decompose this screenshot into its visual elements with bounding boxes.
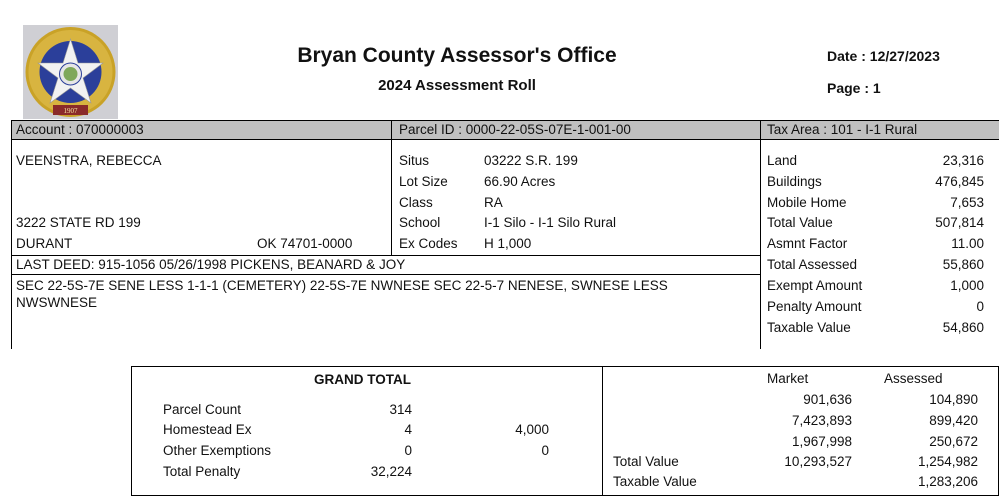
field-label: Situs <box>399 153 430 168</box>
field-value: I-1 Silo - I-1 Silo Rural <box>484 215 617 230</box>
report-subtitle: 2024 Assessment Roll <box>378 77 536 94</box>
owner-city: DURANT <box>16 236 73 251</box>
field-label: School <box>399 215 441 230</box>
value-label: Mobile Home <box>767 195 847 210</box>
total-count: 32,224 <box>370 464 412 479</box>
value-label: Total Assessed <box>767 257 858 272</box>
assessed-value: 1,254,982 <box>917 454 978 469</box>
total-count: 4 <box>404 422 412 437</box>
page-number: Page : 1 <box>827 80 881 96</box>
value-amount: 1,000 <box>950 278 984 293</box>
value-label: Penalty Amount <box>767 299 862 314</box>
market-value: 1,967,998 <box>791 434 852 449</box>
value-label: Exempt Amount <box>767 278 863 293</box>
total-label: Homestead Ex <box>163 422 252 437</box>
market-value: 7,423,893 <box>791 413 852 428</box>
field-value: RA <box>484 195 503 210</box>
field-value: H 1,000 <box>484 236 532 251</box>
field-value: 03222 S.R. 199 <box>484 153 578 168</box>
value-amount: 54,860 <box>942 320 984 335</box>
report-title: Bryan County Assessor's Office <box>297 44 617 67</box>
legal-description: SEC 22-5S-7E SENE LESS 1-1-1 (CEMETERY) 22-5S-7E NWNESE SEC 22-5-7 NENESE, SWNESE LESS NWSWNESE <box>16 278 668 310</box>
parcel-record <box>11 120 999 349</box>
divider <box>12 255 760 256</box>
value-row-label: Total Value <box>613 454 679 469</box>
total-count: 0 <box>404 443 412 458</box>
report-date: Date : 12/27/2023 <box>827 48 940 64</box>
divider <box>12 274 760 275</box>
market-value: 901,636 <box>803 392 852 407</box>
value-label: Asmnt Factor <box>767 236 848 251</box>
value-amount: 7,653 <box>950 195 984 210</box>
value-amount: 507,814 <box>935 215 984 230</box>
grand-total-box <box>131 366 999 496</box>
total-label: Other Exemptions <box>163 443 272 458</box>
grand-total-heading: GRAND TOTAL <box>314 372 411 387</box>
value-label: Land <box>767 153 798 168</box>
value-row-label: Taxable Value <box>613 474 697 489</box>
assessed-value: 104,890 <box>929 392 978 407</box>
assessed-header: Assessed <box>884 371 943 386</box>
value-label: Buildings <box>767 174 822 189</box>
divider <box>391 121 392 255</box>
total-amount: 0 <box>541 443 549 458</box>
owner-name: VEENSTRA, REBECCA <box>16 153 162 168</box>
owner-address: 3222 STATE RD 199 <box>16 215 141 230</box>
total-amount: 4,000 <box>515 422 549 437</box>
value-amount: 476,845 <box>935 174 984 189</box>
owner-state-zip: OK 74701-0000 <box>257 236 353 251</box>
value-amount: 55,860 <box>942 257 984 272</box>
field-value: 66.90 Acres <box>484 174 556 189</box>
total-label: Total Penalty <box>163 464 241 479</box>
market-header: Market <box>767 371 809 386</box>
assessed-value: 250,672 <box>929 434 978 449</box>
total-label: Parcel Count <box>163 402 242 417</box>
field-label: Ex Codes <box>399 236 458 251</box>
field-label: Lot Size <box>399 174 448 189</box>
divider <box>602 367 603 495</box>
total-count: 314 <box>389 402 412 417</box>
value-amount: 11.00 <box>951 236 984 251</box>
last-deed: LAST DEED: 915-1056 05/26/1998 PICKENS, BEANARD & JOY <box>16 257 406 272</box>
value-label: Total Value <box>767 215 833 230</box>
value-label: Taxable Value <box>767 320 851 335</box>
value-amount: 23,316 <box>942 153 984 168</box>
divider <box>760 121 761 349</box>
field-label: Class <box>399 195 433 210</box>
assessed-value: 1,283,206 <box>917 474 978 489</box>
market-value: 10,293,527 <box>784 454 852 469</box>
seal-year: 1907 <box>63 107 78 115</box>
state-seal-logo <box>23 25 118 119</box>
account-number: Account : 070000003 <box>16 122 144 137</box>
value-amount: 0 <box>976 299 984 314</box>
parcel-id: Parcel ID : 0000-22-05S-07E-1-001-00 <box>399 122 631 137</box>
assessed-value: 899,420 <box>929 413 978 428</box>
tax-area: Tax Area : 101 - I-1 Rural <box>767 122 918 137</box>
